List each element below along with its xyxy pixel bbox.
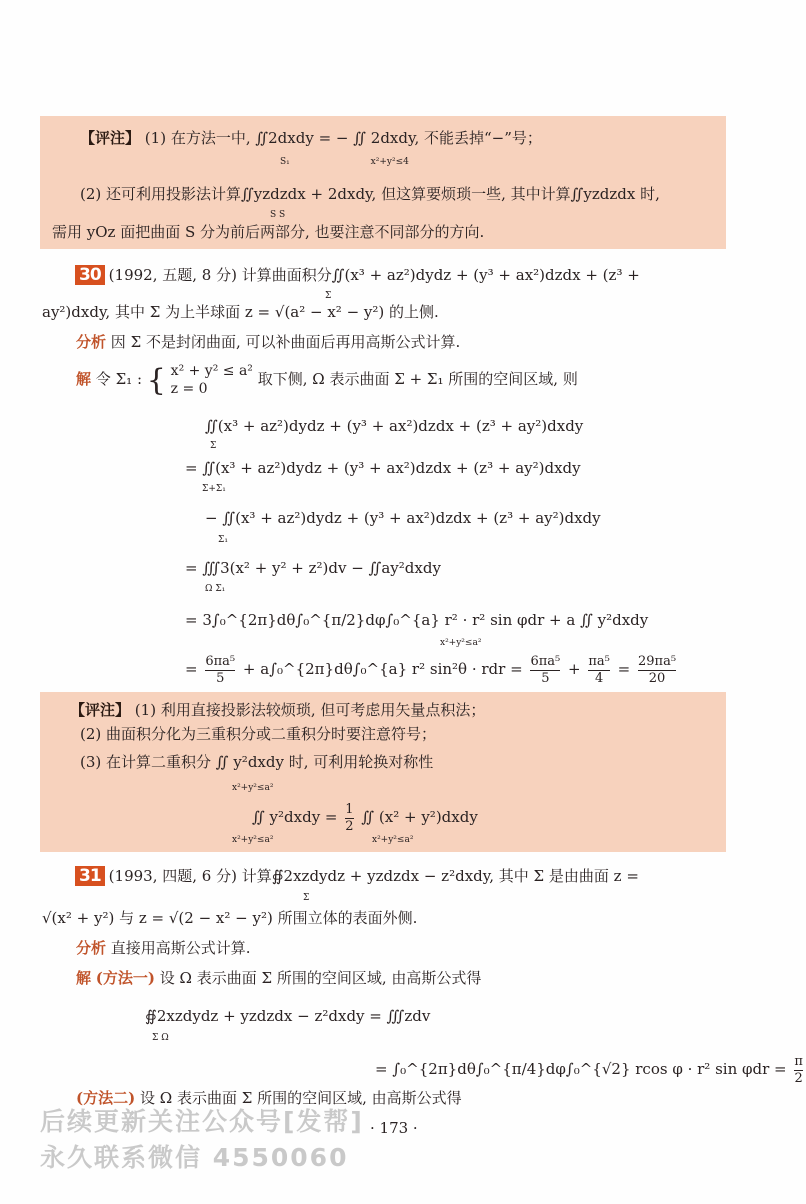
p30-eq3-sub: Σ₁ [218, 535, 228, 545]
note1-line2: (2) 还可利用投影法计算∬yzdzdx + 2dxdy, 但这算要烦琐一些, 其中计算∬yzdzdx 时, [80, 185, 660, 203]
watermark-line2: 永久联系微信 4550060 [40, 1143, 349, 1172]
problem30-solution-intro: 解 令 Σ₁ : { x² + y² ≤ a² z = 0 取下侧, Ω 表示曲面 Σ + Σ₁ 所围的空间区域, 则 [76, 363, 578, 398]
p31-eq1: ∯2xzdydz + yzdzdx − z²dxdy = ∭zdv [145, 1007, 431, 1025]
p30-eq5-sub: x²+y²≤a² [440, 638, 482, 648]
brace-symbol: { [146, 363, 166, 398]
p31-eq2: = ∫₀^{2π}dθ∫₀^{π/4}dφ∫₀^{√2} rcos φ · r² sin φdr = $\frac{\pi}{2}$ [375, 1053, 803, 1086]
note1-line1-subscripts: S₁ x²+y²≤4 [280, 157, 409, 167]
note1-label: 【评注】 [80, 129, 141, 147]
p30-eq2-sub: Σ+Σ₁ [202, 484, 226, 494]
analysis-label: 分析 [76, 333, 107, 351]
analysis-label: 分析 [76, 939, 107, 957]
problem31-line1: 31 (1993, 四题, 6 分) 计算∯2xzdydz + yzdzdx − z²dxdy, 其中 Σ 是由曲面 z = [75, 866, 639, 886]
fraction: $\frac{\text{6πa⁵}}{5}$ [205, 653, 236, 686]
solution-label: 解 [76, 969, 92, 987]
note2-eq-sub2: x²+y²≤a² [372, 835, 414, 845]
problem31-method1: 解 (方法一) 设 Ω 表示曲面 Σ 所围的空间区域, 由高斯公式得 [76, 969, 482, 987]
problem-number-31: 31 [75, 866, 105, 886]
note2-line2: (2) 曲面积分化为三重积分或二重积分时要注意符号； [80, 725, 437, 743]
problem31-method2: (方法二) 设 Ω 表示曲面 Σ 所围的空间区域, 由高斯公式得 [76, 1089, 462, 1107]
problem31-analysis: 分析 直接用高斯公式计算. [76, 939, 251, 957]
page-number: · 173 · [370, 1119, 418, 1137]
note1-line1 [80, 128, 542, 148]
p30-eq4: = ∭3(x² + y² + z²)dv − ∬ay²dxdy [185, 559, 441, 577]
p30-eq1-sub: Σ [210, 441, 217, 451]
p30-eq6: = $\frac{\text{6πa⁵}}{5}$ + a∫₀^{2π}dθ∫₀^{a} r² sin²θ · rdr = $\frac{\text{6πa⁵}}{5}$ + $\frac{\text{πa⁵}}{4}$ = $\frac{\text{29πa⁵}}{20}$ [185, 653, 677, 686]
problem30-analysis: 分析 因 Σ 不是封闭曲面, 可以补曲面后再用高斯公式计算. [76, 333, 461, 351]
note2-line1: 【评注】 (1) 利用直接投影法较烦琐, 但可考虑用矢量点积法； [70, 701, 486, 719]
problem30-line2: ay²)dxdy, 其中 Σ 为上半球面 z = √(a² − x² − y²) 的上侧. [42, 303, 439, 321]
note2-line3: (3) 在计算二重积分 ∬ y²dxdy 时, 可利用轮换对称性 [80, 753, 434, 771]
solution-label: 解 [76, 370, 92, 388]
fraction-half: $\frac{1}{2}$ [345, 801, 354, 834]
method2-label: (方法二) [76, 1089, 136, 1107]
p30-eq1: ∬(x³ + az²)dydz + (y³ + ax²)dzdx + (z³ + ay²)dxdy [205, 417, 584, 435]
p31-eq1-sub: Σ Ω [152, 1033, 169, 1043]
sigma1-definition: x² + y² ≤ a² z = 0 [170, 363, 253, 397]
method1-label: (方法一) [95, 969, 155, 987]
fraction: $\frac{\text{πa⁵}}{4}$ [588, 653, 610, 686]
fraction: $\frac{\text{29πa⁵}}{20}$ [638, 653, 677, 686]
p30-eq5: = 3∫₀^{2π}dθ∫₀^{π/2}dφ∫₀^{a} r² · r² sin φdr + a ∬ y²dxdy [185, 611, 649, 629]
fraction: $\frac{\pi}{2}$ [794, 1053, 803, 1086]
note1-line1-text: (1) 在方法一中, ∬2dxdy = − ∬ 2dxdy, 不能丢掉“−”号； [144, 129, 542, 147]
p30-eq2: = ∬(x³ + az²)dydz + (y³ + ax²)dzdx + (z³ + ay²)dxdy [185, 459, 581, 477]
note2-eq-sub1: x²+y²≤a² [232, 835, 274, 845]
problem30-line1: 30 (1992, 五题, 8 分) 计算曲面积分∬(x³ + az²)dydz + (y³ + ax²)dzdx + (z³ + [75, 265, 640, 285]
problem30-line1-sub: Σ [325, 291, 332, 301]
note2-line3-sub: x²+y²≤a² [232, 783, 274, 793]
problem31-line2: √(x² + y²) 与 z = √(2 − x² − y²) 所围立体的表面外侧. [42, 909, 418, 927]
note2-equation: ∬ y²dxdy = $\frac{1}{2}$ ∬ (x² + y²)dxdy [252, 801, 478, 834]
p30-eq4-sub: Ω Σ₁ [205, 584, 226, 594]
p30-eq3: − ∬(x³ + az²)dydz + (y³ + ax²)dzdx + (z³ + ay²)dxdy [205, 509, 601, 527]
note1-line2-subscripts: S S [270, 210, 286, 220]
note2-label: 【评注】 [70, 701, 131, 719]
problem31-line1-sub: Σ [303, 893, 310, 903]
fraction: $\frac{\text{6πa⁵}}{5}$ [530, 653, 561, 686]
note1-line3: 需用 yOz 面把曲面 S 分为前后两部分, 也要注意不同部分的方向. [52, 223, 485, 241]
watermark-line1: 后续更新关注公众号[发帮] [40, 1107, 364, 1136]
problem-number-30: 30 [75, 265, 105, 285]
